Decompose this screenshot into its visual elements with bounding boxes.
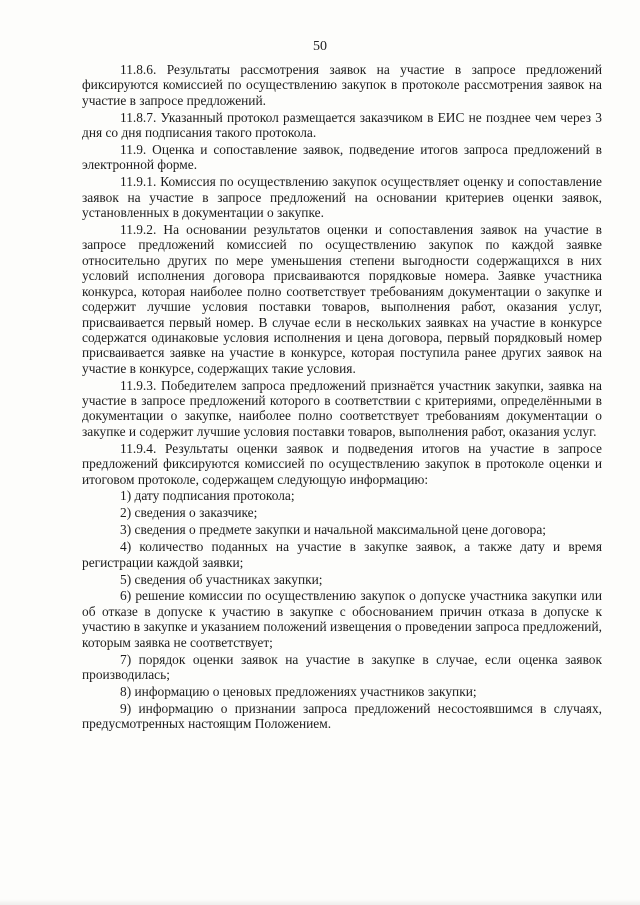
list-item: 3) сведения о предмете закупки и начальной максимальной цене договора; [120, 522, 547, 538]
list-item: 2) сведения о заказчике; [120, 505, 258, 521]
paragraph-11-9-1: 11.9.1. Комиссия по осуществлению закупок осуществляет оценку и сопоставление заявок на участие в запросе предложений на основании критериев оценки заявок, установленных в документации о закупке. [82, 174, 602, 221]
list-item: 1) дату подписания протокола; [120, 488, 295, 504]
list-item: 4) количество поданных на участие в закупке заявок, а также дату и время регистрации каждой заявки; [82, 539, 602, 570]
list-item: 9) информацию о признании запроса предложений несостоявшимся в случаях, предусмотренных настоящим Положением. [82, 700, 602, 732]
list-item: 8) информацию о ценовых предложениях участников закупки; [120, 683, 477, 699]
list-item: 6) решение комиссии по осуществлению закупок о допуске участника закупки или об отказе в допуске к участию в закупке с обоснованием причин отказа в допуске к участию в закупке и указанием положений извещения о проведении запроса предложений, которым заявка не соответствует; [82, 588, 602, 650]
document-body [82, 62, 602, 733]
paragraph-11-9-3: 11.9.3. Победителем запроса предложений признаётся участник закупки, заявка на участие в запросе предложений которого в соответствии с критериями, определёнными в документации о закупке, наиболее полно соответствует требованиям документации о закупке и содержит лучшие условия поставки товаров, выполнения работ, оказания услуг. [82, 377, 602, 439]
scan-edge-shadow [0, 899, 640, 905]
paragraph-11-8-6: 11.8.6. Результаты рассмотрения заявок на участие в запросе предложений фиксируются комиссией по осуществлению закупок в протоколе рассмотрения заявок на участие в запросе предложений. [82, 62, 602, 108]
paragraph-11-9-2: 11.9.2. На основании результатов оценки и сопоставления заявок на участие в запросе предложений комиссией по осуществлению закупок по каждой заявке относительно других по мере уменьшения степени выгодности содержащихся в них условий исполнения договора присваиваются порядковые номера. Заявке участника конкурса, которая наиболее полно соответствует требованиям документации о закупке и содержит лучшие условия поставки товаров, выполнения работ, оказания услуг, присваивается первый номер. В случае если в нескольких заявках на участие в конкурсе содержатся одинаковые условия исполнения и цена договора, первый порядковый номер присваивается заявке на участие в конкурсе, которая поступила ранее других заявок на участие в конкурсе, содержащих такие условия. [82, 222, 602, 376]
paragraph-11-9-4: 11.9.4. Результаты оценки заявок и подведения итогов на участие в запросе предложений фиксируются комиссией по осуществлению закупок в протоколе оценки и итоговом протоколе, содержащем следующую информацию: [82, 440, 602, 487]
list-item: 7) порядок оценки заявок на участие в закупке в случае, если оценка заявок производилась; [82, 651, 602, 682]
paragraph-11-8-7: 11.8.7. Указанный протокол размещается заказчиком в ЕИС не позднее чем через 3 дня со дня подписания такого протокола. [82, 109, 602, 141]
list-item: 5) сведения об участниках закупки; [120, 571, 323, 587]
page-number: 50 [313, 39, 327, 54]
paragraph-11-9: 11.9. Оценка и сопоставление заявок, подведение итогов запроса предложений в электронной форме. [82, 142, 602, 173]
